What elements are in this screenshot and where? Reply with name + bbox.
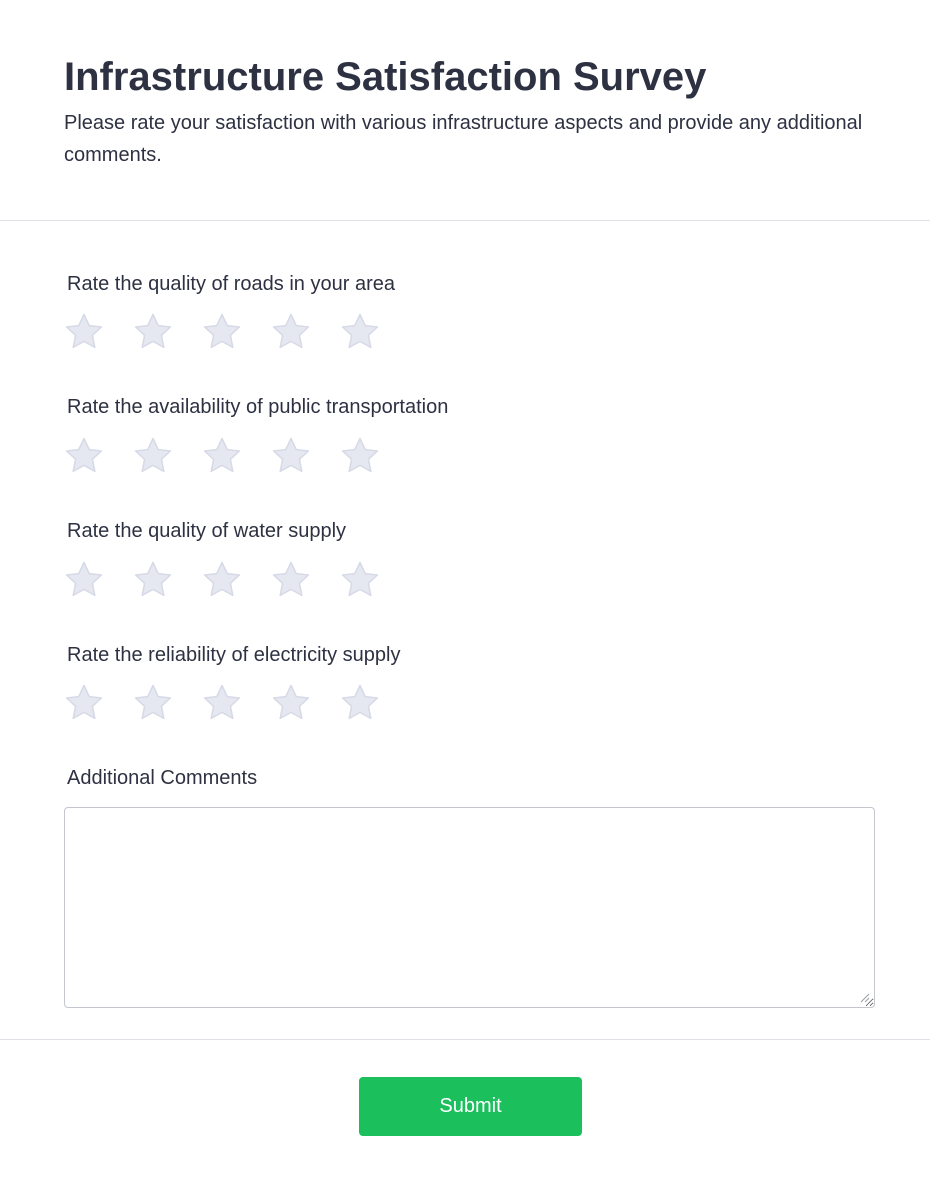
star-icon[interactable] xyxy=(340,560,380,600)
star-icon[interactable] xyxy=(271,560,311,600)
question-label-transportation: Rate the availability of public transportation xyxy=(67,396,449,418)
comments-textarea[interactable] xyxy=(64,807,875,1008)
star-icon[interactable] xyxy=(133,560,173,600)
rating-electricity xyxy=(64,683,380,723)
question-label-roads: Rate the quality of roads in your area xyxy=(67,273,395,295)
star-icon[interactable] xyxy=(133,312,173,352)
star-icon[interactable] xyxy=(340,312,380,352)
footer-divider xyxy=(0,1039,930,1040)
star-icon[interactable] xyxy=(202,436,242,476)
survey-header xyxy=(0,0,930,221)
resize-handle-icon[interactable] xyxy=(858,991,870,1003)
star-icon[interactable] xyxy=(340,436,380,476)
rating-roads xyxy=(64,312,380,352)
star-icon[interactable] xyxy=(202,312,242,352)
star-icon[interactable] xyxy=(202,560,242,600)
star-icon[interactable] xyxy=(133,683,173,723)
question-label-electricity: Rate the reliability of electricity supply xyxy=(67,644,401,666)
rating-transportation xyxy=(64,436,380,476)
rating-water xyxy=(64,560,380,600)
star-icon[interactable] xyxy=(64,683,104,723)
star-icon[interactable] xyxy=(271,436,311,476)
page-subtitle: Please rate your satisfaction with various infrastructure aspects and provide any additional comments. xyxy=(64,112,863,166)
page-title: Infrastructure Satisfaction Survey xyxy=(64,55,707,99)
star-icon[interactable] xyxy=(133,436,173,476)
submit-button[interactable]: Submit xyxy=(359,1077,582,1136)
star-icon[interactable] xyxy=(64,436,104,476)
star-icon[interactable] xyxy=(202,683,242,723)
question-label-water: Rate the quality of water supply xyxy=(67,520,347,542)
star-icon[interactable] xyxy=(64,560,104,600)
comments-label: Additional Comments xyxy=(67,767,258,789)
star-icon[interactable] xyxy=(64,312,104,352)
star-icon[interactable] xyxy=(271,312,311,352)
star-icon[interactable] xyxy=(271,683,311,723)
star-icon[interactable] xyxy=(340,683,380,723)
